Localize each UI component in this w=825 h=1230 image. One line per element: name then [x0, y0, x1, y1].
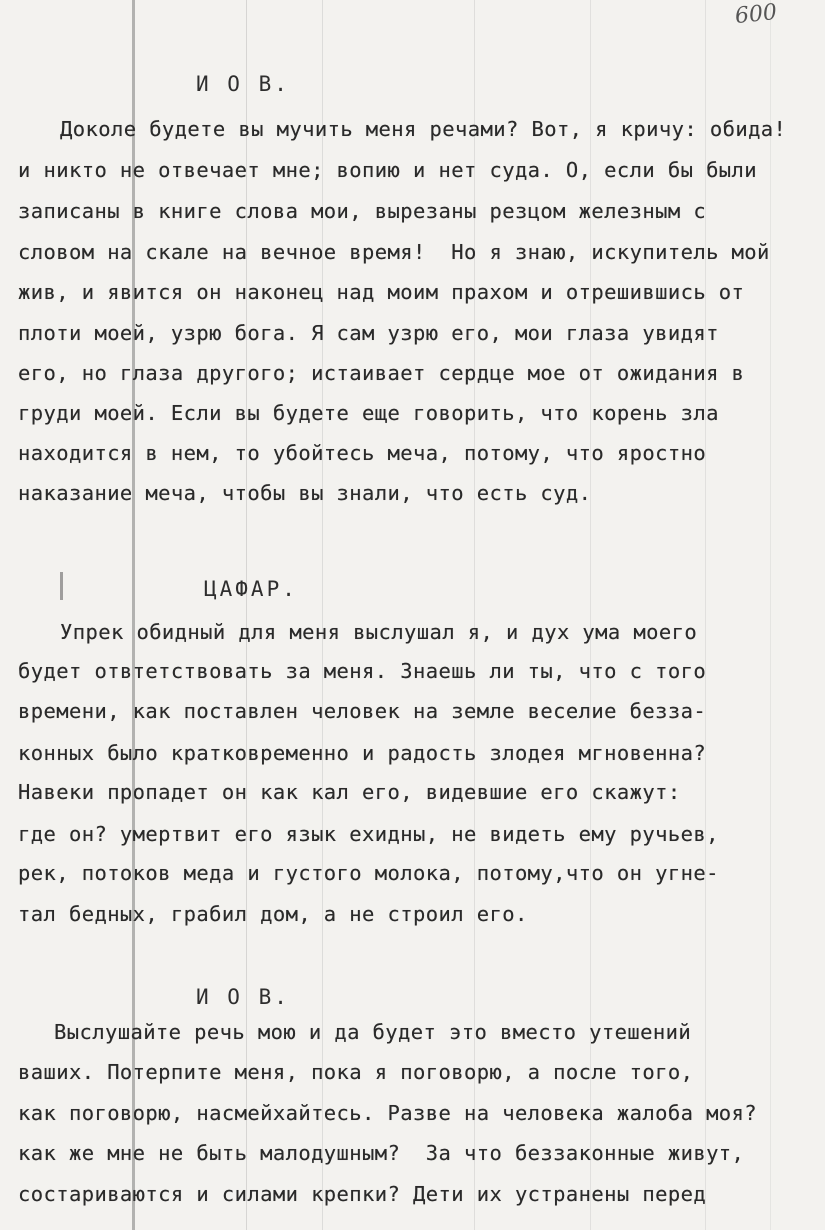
text-line: тал бедных, грабил дом, а не строил его.: [18, 902, 528, 926]
section-heading: И О В.: [196, 985, 290, 1009]
text-line: Доколе будете вы мучить меня речами? Вот, я кричу: обида!: [60, 117, 787, 141]
text-line: наказание меча, чтобы вы знали, что есть суд.: [18, 481, 592, 505]
text-line: ваших. Потерпите меня, пока я поговорю, а после того,: [18, 1060, 694, 1084]
text-line: находится в нем, то убойтесь меча, потому, что яростно: [18, 441, 707, 465]
text-line: времени, как поставлен человек на земле веселие беззa-: [18, 699, 707, 723]
text-line: рек, потоков меда и густого молока, потому,что он угне-: [18, 861, 719, 885]
scan-line: [705, 0, 706, 1230]
text-line: его, но глаза другого; истаивает сердце мое от ожидания в: [18, 361, 745, 385]
text-line: как же мне не быть малодушным? За что беззаконные живут,: [18, 1141, 745, 1165]
scan-line: [590, 0, 591, 1230]
margin-mark: [60, 572, 63, 600]
section-heading: ЦАФАР.: [204, 577, 298, 601]
page-number: 600: [733, 0, 779, 30]
scan-line: [770, 0, 771, 1230]
text-line: и никто не отвечает мне; вопию и нет суда. О, если бы были: [18, 158, 758, 182]
text-line: Навеки пропадет он как кал его, видевшие его скажут:: [18, 780, 681, 804]
text-line: будет отвтетствовать за меня. Знаешь ли ты, что с того: [18, 659, 707, 683]
scan-line: [246, 0, 247, 1230]
section-heading: И О В.: [196, 72, 290, 96]
scan-line: [132, 0, 135, 1230]
text-line: как поговорю, насмейхайтесь. Разве на человека жалоба моя?: [18, 1101, 758, 1125]
text-line: Упрек обидный для меня выслушал я, и дух ума моего: [60, 620, 698, 644]
text-line: состариваются и силами крепки? Дети их устранены перед: [18, 1182, 707, 1206]
text-line: словом на скале на вечное время! Но я знаю, искупитель мой: [18, 240, 770, 264]
scan-line: [322, 0, 323, 1230]
text-line: где он? умертвит его язык ехидны, не видеть ему ручьев,: [18, 822, 719, 846]
text-line: записаны в книге слова мои, вырезаны резцом железным с: [18, 199, 707, 223]
scan-line: [474, 0, 475, 1230]
text-line: груди моей. Если вы будете еще говорить, что корень зла: [18, 401, 719, 425]
text-line: плоти моей, узрю бога. Я сам узрю его, мои глаза увидят: [18, 321, 719, 345]
text-line: Выслушайте речь мою и да будет это вместо утешений: [54, 1020, 692, 1044]
text-line: конных было кратковременно и радость злодея мгновенна?: [18, 741, 707, 765]
text-line: жив, и явится он наконец над моим прахом и отрешившись от: [18, 280, 745, 304]
